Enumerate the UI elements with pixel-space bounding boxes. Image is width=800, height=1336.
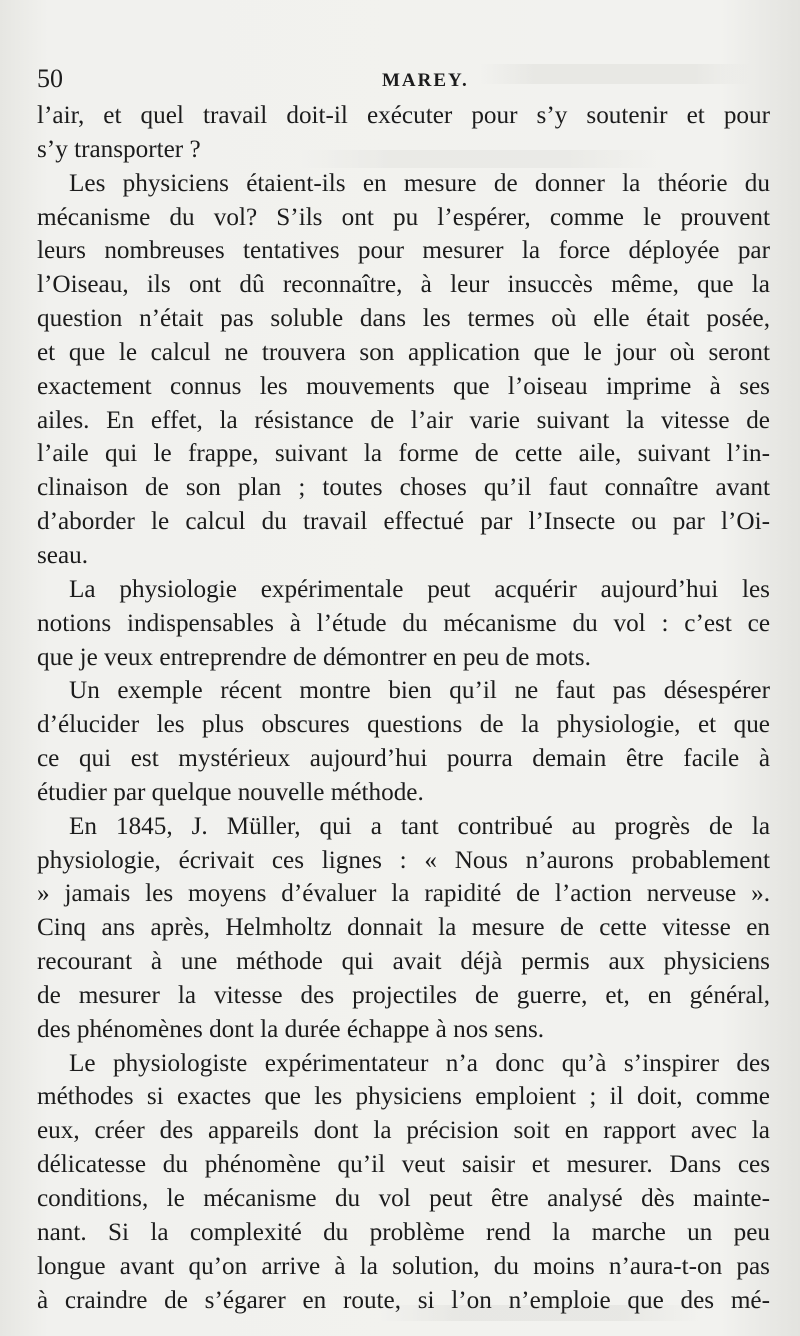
text-line: l’aile qui le frappe, suivant la forme de cette aile, suivant l’in- — [37, 440, 770, 468]
text-line: ailes. En effet, la résistance de l’air varie suivant la vitesse de — [37, 406, 770, 434]
running-head: MAREY. — [382, 70, 469, 91]
text-line: méthodes si exactes que les physiciens emploient ; il doit, comme — [37, 1083, 770, 1111]
text-line: Cinq ans après, Helmholtz donnait la mesure de cette vitesse en — [37, 914, 770, 942]
page-number: 50 — [37, 64, 63, 93]
body-text — [37, 99, 770, 1317]
text-line: des phénomènes dont la durée échappe à nos sens. — [37, 1015, 545, 1043]
text-line: notions indispensables à l’étude du mécanisme du vol : c’est ce — [37, 609, 770, 637]
text-line: En 1845, J. Müller, qui a tant contribué au progrès de la — [69, 812, 770, 840]
text-line: physiologie, écrivait ces lignes : « Nous n’aurons probablement — [37, 846, 770, 874]
text-line: Un exemple récent montre bien qu’il ne faut pas désespérer — [69, 677, 770, 705]
text-line: longue avant qu’on arrive à la solution, du moins n’aura-t-on pas — [37, 1252, 770, 1280]
text-line: exactement connus les mouvements que l’oiseau imprime à ses — [37, 372, 770, 400]
text-line: seau. — [37, 541, 89, 569]
text-line: nant. Si la complexité du problème rend la marche un peu — [37, 1218, 770, 1246]
text-line: étudier par quelque nouvelle méthode. — [37, 778, 424, 806]
text-line: recourant à une méthode qui avait déjà permis aux physiciens — [37, 948, 770, 976]
text-line: que je veux entreprendre de démontrer en peu de mots. — [37, 643, 591, 671]
text-line: d’élucider les plus obscures questions de la physiologie, et que — [37, 711, 770, 739]
text-line: La physiologie expérimentale peut acquérir aujourd’hui les — [69, 575, 770, 603]
text-line: Le physiologiste expérimentateur n’a donc qu’à s’inspirer des — [69, 1049, 770, 1077]
text-line: mécanisme du vol? S’ils ont pu l’espérer, comme le prouvent — [37, 203, 770, 231]
text-line: de mesurer la vitesse des projectiles de guerre, et, en général, — [37, 981, 770, 1009]
text-line: Les physiciens étaient-ils en mesure de donner la théorie du — [69, 169, 770, 197]
text-line: clinaison de son plan ; toutes choses qu’il faut connaître avant — [37, 474, 770, 502]
text-line: et que le calcul ne trouvera son application que le jour où seront — [37, 338, 770, 366]
text-line: l’Oiseau, ils ont dû reconnaître, à leur insuccès même, que la — [37, 271, 770, 299]
text-line: à craindre de s’égarer en route, si l’on n’emploie que des mé- — [37, 1286, 770, 1314]
page-header — [37, 62, 767, 96]
text-line: l’air, et quel travail doit-il exécuter pour s’y soutenir et pour — [37, 102, 770, 129]
text-line: ce qui est mystérieux aujourd’hui pourra demain être facile à — [37, 745, 770, 773]
text-line: question n’était pas soluble dans les termes où elle était posée, — [37, 305, 770, 333]
text-line: » jamais les moyens d’évaluer la rapidité de l’action nerveuse ». — [37, 880, 770, 908]
text-line: s’y transporter ? — [37, 135, 201, 163]
text-line: conditions, le mécanisme du vol peut être analysé dès mainte- — [37, 1185, 770, 1212]
text-line: d’aborder le calcul du travail effectué par l’Insecte ou par l’Oi- — [37, 508, 770, 536]
text-line: délicatesse du phénomène qu’il veut saisir et mesurer. Dans ces — [37, 1151, 770, 1179]
text-line: eux, créer des appareils dont la précision soit en rapport avec la — [37, 1117, 770, 1145]
text-line: leurs nombreuses tentatives pour mesurer la force déployée par — [37, 237, 770, 265]
